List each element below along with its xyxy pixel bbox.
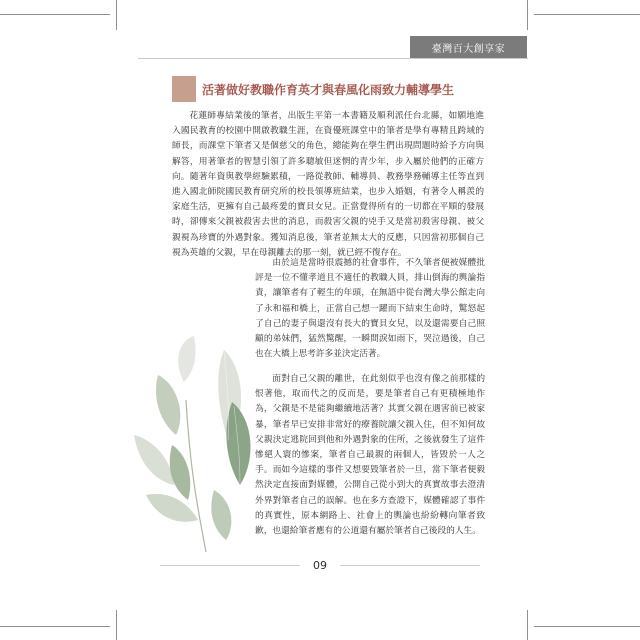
- heading-accent-block: [172, 76, 196, 102]
- crop-mark: [0, 626, 110, 627]
- crop-mark: [534, 14, 640, 15]
- crop-mark: [116, 0, 117, 30]
- header-rule: [138, 58, 528, 59]
- crop-mark: [534, 626, 640, 627]
- crop-mark: [0, 14, 110, 15]
- section-heading: 活著做好教職作育英才與春風化雨致力輔導學生: [202, 83, 455, 97]
- crop-mark: [116, 610, 117, 640]
- paragraph-2: 由於這是當時很震撼的社會事件，不久筆者便被媒體批評是一位不懂孝道且不適任的教職人員，排山倒海的輿論指責，讓筆者有了輕生的年頭，在無語中從台灣大學公館走向了永和福和橋上，正當自己想一躍而下結束生命時，驚怒起了自己的妻子與還沒有長大的寶貝女兒，以及還需要自己照顧的弟妹們，猛然驚醒，一瞬間淚如雨下，哭泣過後，自己也在大橋上思考許多並決定活著。: [255, 258, 485, 360]
- crop-mark: [527, 610, 528, 640]
- running-header: 臺灣百大創享家: [410, 36, 527, 58]
- paragraph-1: 花蓮師專結業後的筆者，出版生平第一本書籍及順利派任台北縣，如願地進入國民教育的校園中開啟教職生涯，在資優班課堂中的筆者是學有專精且跨域的師長，而課堂下筆者又是個慈父的角色，總能夠在學生們出現問題時給予方向與解答，用著筆者的智慧引領了許多聰敏但迷惘的青少年，步入屬於他們的正確方向。隨著年資與教學經驗累積，一路從教師、輔導員、教務學務輔導主任等直到進入國北師院國民教育研究所的校長領導班結業，也步入婚姻，有著令人稱羨的家庭生活，更擁有自己最疼愛的寶貝女兒。正當覺得所有的一切都在平順的發展時，卻傳來父親被殺害去世的消息，而殺害父親的兇手又是當初殺害母親、被父親視為珍寶的外遇對象。獲知消息後，筆者並無太大的反應，只因當初那個自己視為英雄的父親，早在母親離去的那一刻，就已經不復存在。: [172, 111, 484, 258]
- leaf-branch-icon: [128, 330, 268, 555]
- crop-mark: [527, 0, 528, 30]
- page-number: 09: [313, 559, 327, 572]
- footer-rule-right: [340, 565, 480, 566]
- paragraph-3: 面對自己父親的離世，在此刻似乎也沒有像之前那樣的恨著他，取而代之的反而是，要是筆者自己有更積極地作為，父親是不是能夠繼續地活著？其實父親在遇害前已被家暴，筆者早已安排非常好的療養院讓父親入住，但不知何故父親決定逃院回到他和外遇對象的住所，之後就發生了這件慘絕人寰的慘案，筆者自己最親的兩個人，皆毀於一人之手。而如今這樣的事件又想要毀筆者於一旦，當下筆者便毅然決定直接面對媒體，公開自己從小到大的真實故事去澄清外界對筆者自己的誤解。也在多方查證下，媒體確認了事件的真實性，原本網路上、社會上的輿論也紛紛轉向筆者致歉，也還給筆者應有的公道還有屬於筆者自己後段的人生。: [255, 374, 485, 537]
